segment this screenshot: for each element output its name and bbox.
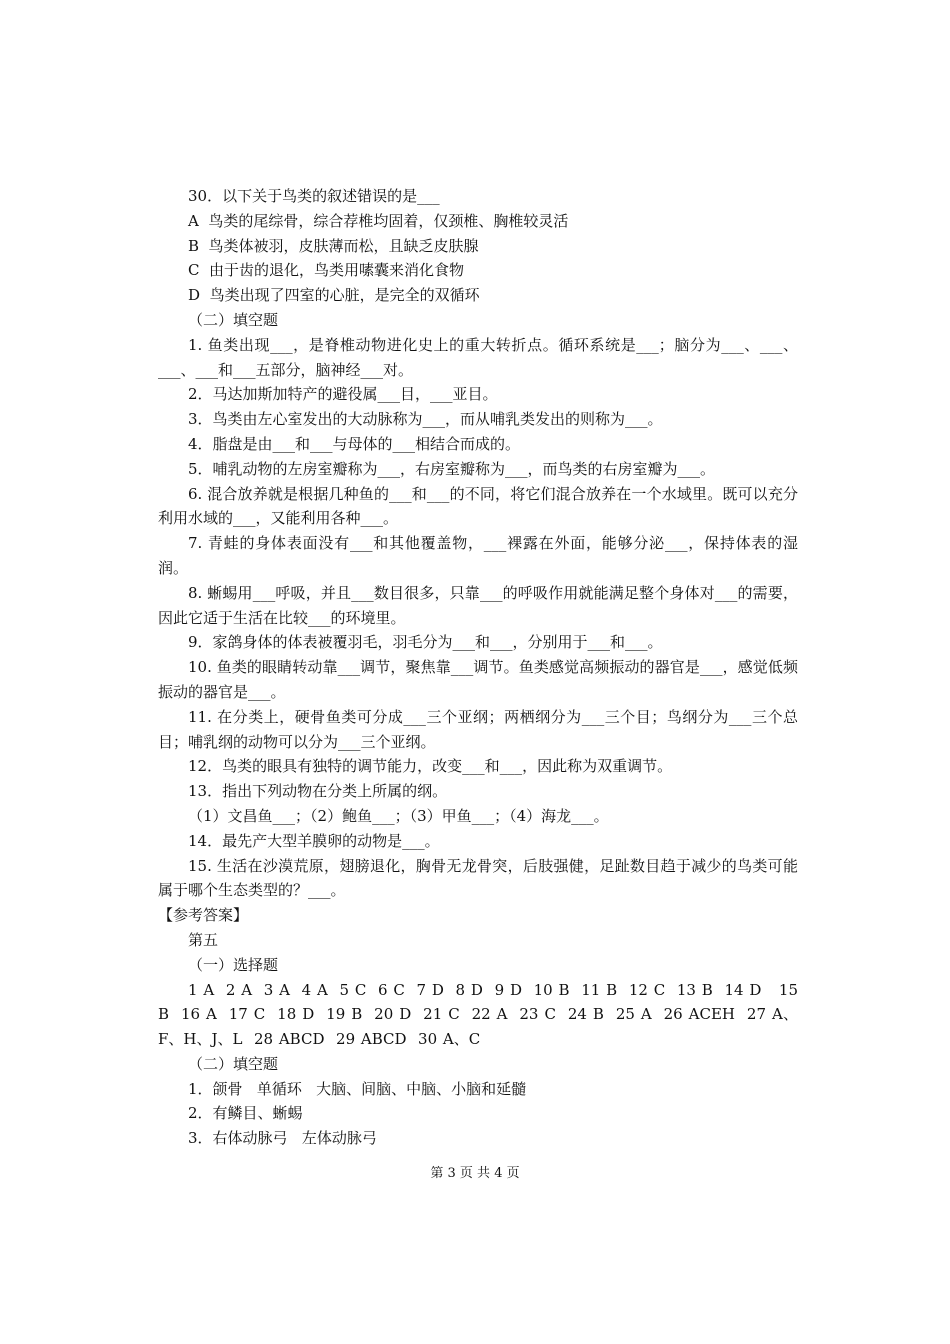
- answers-fill-2: 2．有鳞目、蜥蜴: [188, 1104, 303, 1123]
- fill-question-2: 2．马达加斯加特产的避役属___目，___亚目。: [188, 385, 498, 404]
- fill-question-12: 12．鸟类的眼具有独特的调节能力，改变___和___，因此称为双重调节。: [188, 757, 673, 776]
- fill-question-14: 14．最先产大型羊膜卵的动物是___。: [188, 831, 440, 850]
- answers-fill-title: （二）填空题: [188, 1054, 279, 1073]
- fill-question-13: 13．指出下列动物在分类上所属的纲。: [188, 782, 448, 801]
- page-content: [158, 184, 804, 1151]
- fill-question-1: 1. 鱼类出现___，是脊椎动物进化史上的重大转折点。循环系统是___；脑分为___、___、___、___和___五部分，脑神经___对。: [158, 335, 798, 379]
- question-30-option-a: A 鸟类的尾综骨，综合荐椎均固着，仅颈椎、胸椎较灵活: [188, 211, 569, 230]
- answers-fill-3: 3．右体动脉弓 左体动脉弓: [188, 1129, 377, 1148]
- question-30-option-b: B 鸟类体被羽，皮肤薄而松，且缺乏皮肤腺: [188, 236, 479, 255]
- question-30-option-d: D 鸟类出现了四室的心脏，是完全的双循环: [188, 286, 480, 305]
- answers-chapter: 第五: [188, 930, 219, 949]
- answers-choice-list: 1 A 2 A 3 A 4 A 5 C 6 C 7 D 8 D 9 D 10 B 11 B 12 C 13 B 14 D 15 B 16 A 17 C 18 D 19 B 20 D 21 C 22 A 23 C 24 B 25 A 26 ACEH 27 A、F、H、J、L 28 ABCD 29 ABCD 30 A、C: [158, 980, 804, 1049]
- fill-question-11: 11. 在分类上，硬骨鱼类可分成___三个亚纲；两栖纲分为___三个目；鸟纲分为___三个总目；哺乳纲的动物可以分为___三个亚纲。: [158, 707, 798, 751]
- question-30-stem: 30．以下关于鸟类的叙述错误的是___: [188, 187, 440, 205]
- fill-question-13-items: （1）文昌鱼___；（2）鲍鱼___；（3）甲鱼___；（4）海龙___。: [188, 806, 609, 825]
- page-footer: 第 3 页 共 4 页: [430, 1166, 520, 1181]
- fill-question-3: 3．鸟类由左心室发出的大动脉称为___，而从哺乳类发出的则称为___。: [188, 410, 663, 429]
- fill-question-5: 5．哺乳动物的左房室瓣称为___，右房室瓣称为___，而鸟类的右房室瓣为___。: [188, 459, 716, 478]
- fill-question-15: 15. 生活在沙漠荒原，翅膀退化，胸骨无龙骨突，后肢强健，足趾数目趋于减少的鸟类可能属于哪个生态类型的？___。: [158, 856, 798, 900]
- fill-question-8: 8. 蜥蜴用___呼吸，并且___数目很多，只靠___的呼吸作用就能满足整个身体对___的需要，因此它适于生活在比较___的环境里。: [158, 583, 798, 627]
- fill-section-title: （二）填空题: [188, 310, 279, 329]
- answers-choice-title: （一）选择题: [188, 955, 279, 974]
- fill-question-4: 4．脂盘是由___和___与母体的___相结合而成的。: [188, 434, 521, 453]
- fill-question-7: 7. 青蛙的身体表面没有___和其他覆盖物，___裸露在外面，能够分泌___，保持体表的湿润。: [158, 534, 798, 577]
- fill-question-6: 6. 混合放养就是根据几种鱼的___和___的不同，将它们混合放养在一个水域里。既可以充分利用水域的___，又能利用各种___。: [158, 484, 798, 528]
- answers-heading: 【参考答案】: [158, 906, 249, 925]
- fill-question-10: 10. 鱼类的眼睛转动靠___调节，聚焦靠___调节。鱼类感觉高频振动的器官是___，感觉低频振动的器官是___。: [158, 658, 798, 701]
- answers-fill-1: 1．颌骨 单循环 大脑、间脑、中脑、小脑和延髓: [188, 1079, 527, 1098]
- fill-question-9: 9．家鸽身体的体表被覆羽毛，羽毛分为___和___，分别用于___和___。: [188, 633, 663, 652]
- question-30-option-c: C 由于齿的退化，鸟类用嗉囊来消化食物: [188, 261, 465, 280]
